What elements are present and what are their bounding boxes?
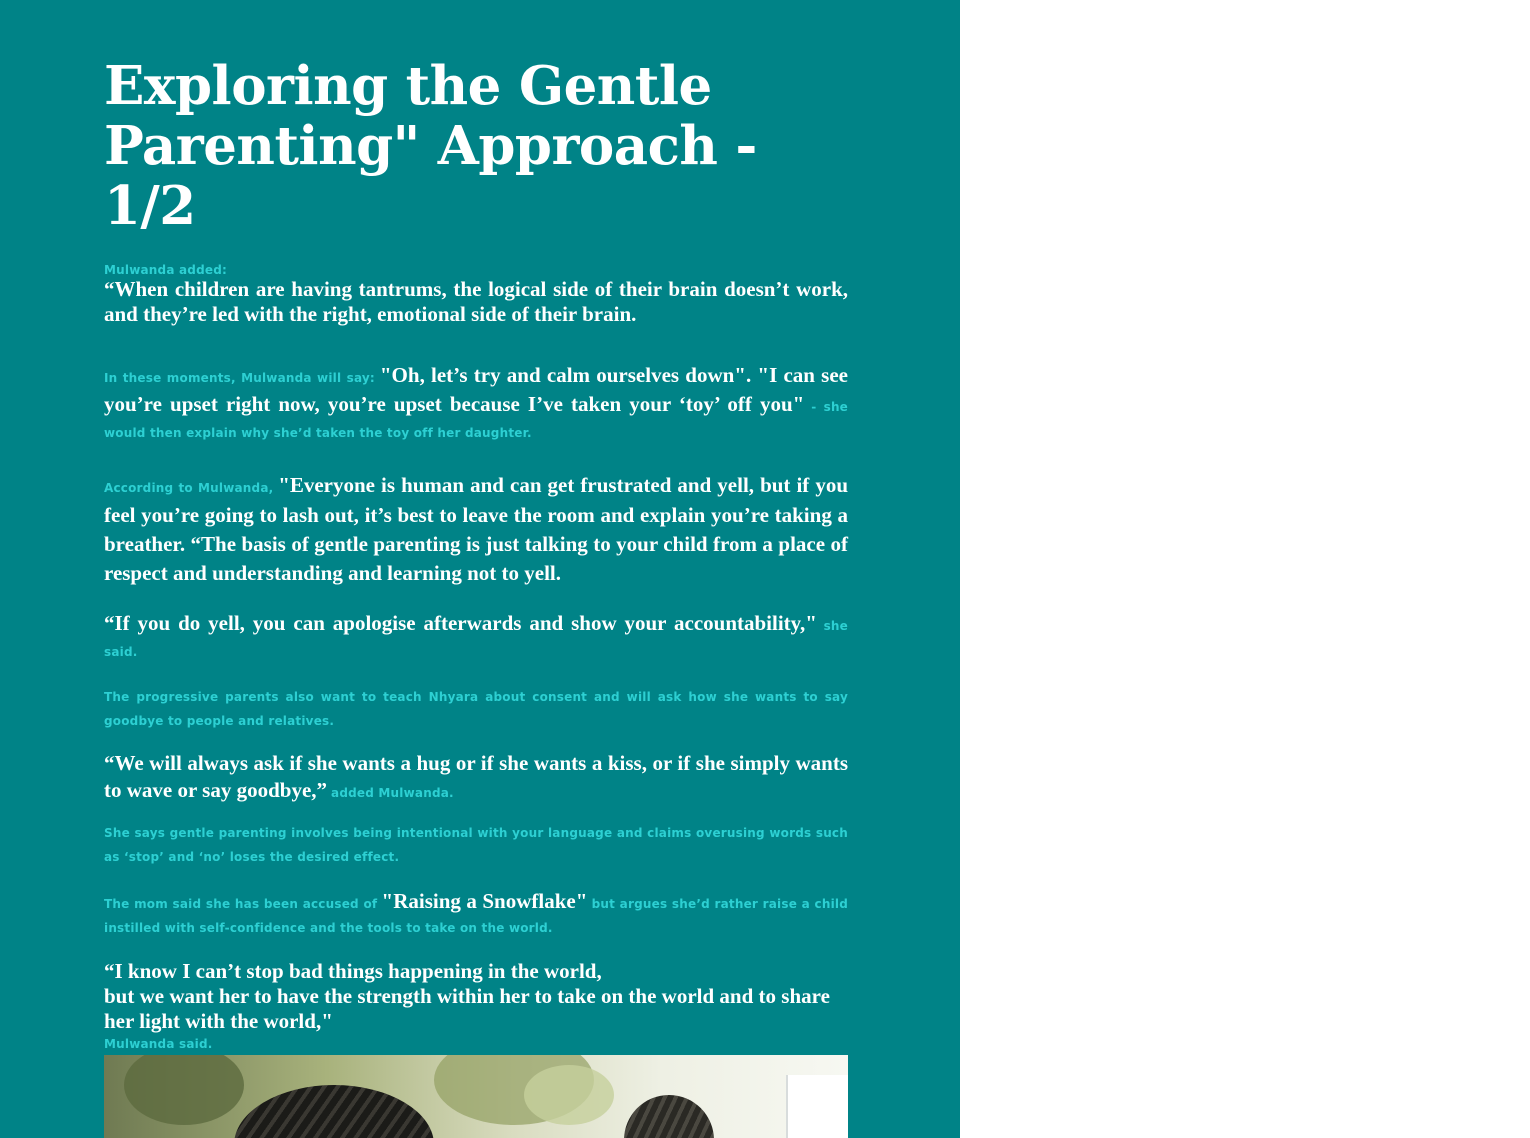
tail-text: Mulwanda said. <box>104 1037 213 1051</box>
child-hair <box>624 1095 714 1138</box>
article-content <box>104 56 848 1116</box>
paragraph-4 <box>104 611 848 665</box>
paragraph-5 <box>104 685 848 733</box>
paragraph-3 <box>104 472 848 589</box>
article-title <box>104 56 848 236</box>
title-line-1: Exploring the Gentle <box>104 55 712 117</box>
quote-text: "Oh, let’s try and calm ourselves down". "I can see you’re upset right now, you’re upset because I’ve taken your ‘toy’ off you" <box>104 363 848 416</box>
paragraph-8 <box>104 889 848 940</box>
lead-text: According to Mulwanda, <box>104 481 274 495</box>
paragraph-6 <box>104 751 848 805</box>
lead-text: In these moments, Mulwanda will say: <box>104 371 375 385</box>
attribution-label: Mulwanda added: <box>104 263 227 277</box>
tail-text: added Mulwanda. <box>331 786 454 800</box>
tail-text: she said. <box>104 619 848 659</box>
quote-text: "Everyone is human and can get frustrated and yell, but if you feel you’re going to lash out, it’s best to leave the room and explain you’re taking a breather. “The basis of gentle parenting is just talking to your child from a place of respect and understanding and learning not to yell. <box>104 473 849 585</box>
title-line-2: Parenting" Approach - 1/2 <box>104 115 757 237</box>
background-building <box>786 1075 848 1138</box>
paragraph-9 <box>104 960 848 1053</box>
foliage-blob <box>524 1065 614 1125</box>
article-photo <box>104 1055 848 1138</box>
quote-text: “When children are having tantrums, the logical side of their brain doesn’t work, and they’re led with the right, emotional side of their brain. <box>104 277 848 326</box>
lead-text: The mom said she has been accused of <box>104 897 378 911</box>
quote-text: “We will always ask if she wants a hug or if she wants a kiss, or if she simply wants to wave or say goodbye,” <box>104 751 848 802</box>
paragraph-7 <box>104 821 848 869</box>
paragraph-2 <box>104 362 848 446</box>
quote-line-1: “I know I can’t stop bad things happening in the world, <box>104 959 602 983</box>
tail-text: - she would then explain why she’d taken the toy off her daughter. <box>104 400 849 440</box>
tail-text: but argues she’d rather raise a child instilled with self-confidence and the tools to take on the world. <box>104 897 849 935</box>
quote-text: "Raising a Snowflake" <box>381 889 588 913</box>
body-text: The progressive parents also want to teach Nhyara about consent and will ask how she wants to say goodbye to people and relatives. <box>104 690 848 728</box>
foliage-blob <box>124 1055 244 1125</box>
paragraph-1 <box>104 262 848 328</box>
quote-text: but we want her to have the strength within her to take on the world and to share her light with the world," <box>104 984 830 1033</box>
quote-text: “If you do yell, you can apologise afterwards and show your accountability," <box>104 611 817 635</box>
body-text: She says gentle parenting involves being intentional with your language and claims overusing words such as ‘stop’ and ‘no’ loses the desired effect. <box>104 826 848 864</box>
braided-hair <box>234 1085 434 1138</box>
